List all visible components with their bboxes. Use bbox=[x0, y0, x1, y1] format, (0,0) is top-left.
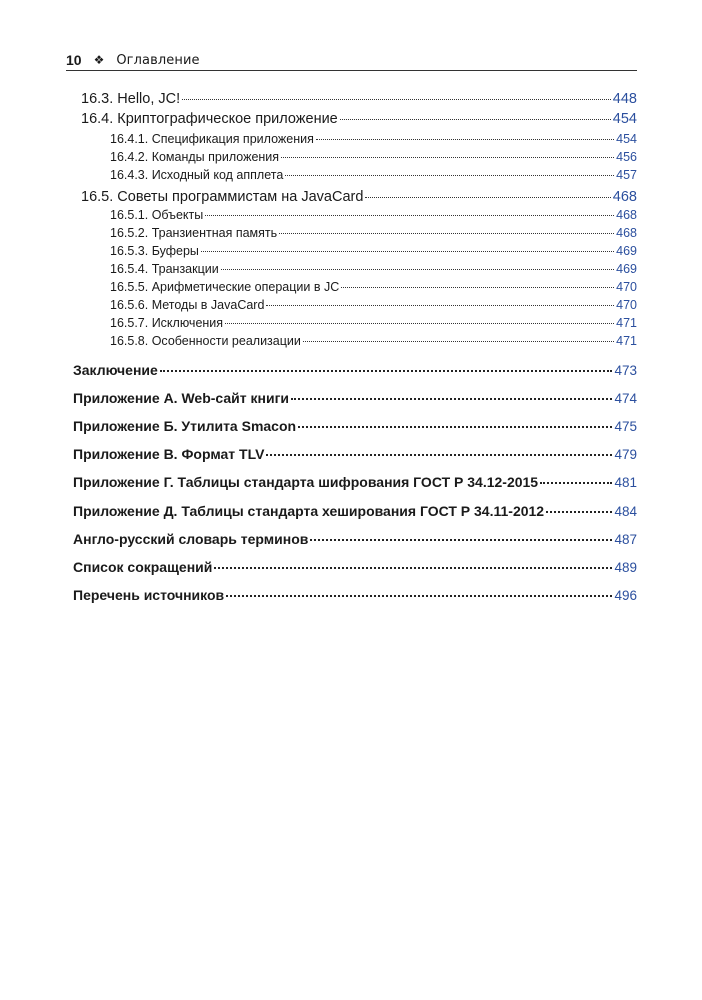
toc-entry-title: Приложение Б. Утилита Smacon bbox=[73, 418, 297, 434]
toc-entry-page: 470 bbox=[616, 280, 637, 294]
dot-leader bbox=[214, 566, 612, 569]
toc-entry-title: Приложение Д. Таблицы стандарта хеширования ГОСТ Р 34.11-2012 bbox=[73, 503, 545, 519]
toc-entry-page: 468 bbox=[616, 208, 637, 222]
toc-entry-title: 16.5.3. Буферы bbox=[110, 244, 199, 258]
toc-entry-title: 16.5.7. Исключения bbox=[110, 316, 224, 330]
toc-entry-title: Перечень источников bbox=[73, 587, 225, 603]
dot-leader bbox=[303, 340, 614, 342]
dot-leader bbox=[310, 538, 612, 541]
toc-entry[interactable] bbox=[110, 316, 637, 330]
dot-leader bbox=[316, 138, 614, 140]
toc-entry-page: 479 bbox=[614, 447, 637, 462]
toc-entry[interactable] bbox=[81, 111, 637, 127]
toc-entry[interactable] bbox=[73, 446, 637, 462]
dot-leader bbox=[160, 369, 613, 372]
dot-leader bbox=[291, 397, 612, 400]
toc-entry-page: 489 bbox=[614, 560, 637, 575]
toc-entry[interactable] bbox=[110, 244, 637, 258]
toc-entry[interactable] bbox=[110, 132, 637, 146]
dot-leader bbox=[225, 322, 614, 324]
dot-leader bbox=[226, 594, 612, 597]
toc-entry[interactable] bbox=[81, 189, 637, 205]
toc-entry-page: 473 bbox=[614, 363, 637, 378]
toc-entry-page: 474 bbox=[614, 391, 637, 406]
toc-entry-title: 16.3. Hello, JC! bbox=[81, 91, 181, 107]
toc-entry[interactable] bbox=[110, 168, 637, 182]
dot-leader bbox=[540, 481, 612, 484]
toc-entry[interactable] bbox=[110, 150, 637, 164]
diamond-ornament-icon: ❖ bbox=[93, 53, 105, 67]
toc-entry-title: 16.5.6. Методы в JavaCard bbox=[110, 298, 265, 312]
dot-leader bbox=[340, 118, 611, 120]
toc-entry-page: 468 bbox=[612, 189, 637, 205]
toc-entry-page: 471 bbox=[616, 334, 637, 348]
header-title: Оглавление bbox=[116, 52, 200, 68]
page-number: 10 bbox=[66, 52, 82, 68]
dot-leader bbox=[182, 98, 611, 100]
running-header bbox=[66, 50, 637, 71]
dot-leader bbox=[266, 304, 614, 306]
dot-leader bbox=[205, 214, 614, 216]
toc-entry-title: Список сокращений bbox=[73, 559, 213, 575]
toc-entry-page: 487 bbox=[614, 532, 637, 547]
dot-leader bbox=[266, 453, 612, 456]
toc-entry[interactable] bbox=[73, 531, 637, 547]
toc-entry-page: 469 bbox=[616, 244, 637, 258]
toc-entry-page: 457 bbox=[616, 168, 637, 182]
toc-entry[interactable] bbox=[73, 474, 637, 490]
dot-leader bbox=[546, 510, 612, 513]
toc-entry-page: 470 bbox=[616, 298, 637, 312]
toc-entry[interactable] bbox=[73, 390, 637, 406]
toc-entry[interactable] bbox=[73, 503, 637, 519]
toc-entry-title: Приложение В. Формат TLV bbox=[73, 446, 265, 462]
dot-leader bbox=[285, 174, 614, 176]
dot-leader bbox=[201, 250, 614, 252]
toc-entry-title: 16.5.5. Арифметические операции в JC bbox=[110, 280, 340, 294]
toc-entry[interactable] bbox=[110, 208, 637, 222]
toc-entry-title: Заключение bbox=[73, 362, 158, 378]
dot-leader bbox=[341, 286, 614, 288]
toc-entry-title: 16.4.3. Исходный код апплета bbox=[110, 168, 284, 182]
toc-entry-page: 475 bbox=[614, 419, 637, 434]
toc-entry-page: 471 bbox=[616, 316, 637, 330]
toc-entry[interactable] bbox=[110, 298, 637, 312]
toc-entry-page: 484 bbox=[614, 504, 637, 519]
toc-entry-page: 456 bbox=[616, 150, 637, 164]
dot-leader bbox=[221, 268, 614, 270]
toc-entry[interactable] bbox=[110, 280, 637, 294]
toc-entry-title: 16.4.1. Спецификация приложения bbox=[110, 132, 314, 146]
toc-entry-title: Англо-русский словарь терминов bbox=[73, 531, 309, 547]
toc-entry-page: 496 bbox=[614, 588, 637, 603]
toc-entry-page: 448 bbox=[612, 91, 637, 107]
toc-entry-page: 468 bbox=[616, 226, 637, 240]
toc-entry-title: 16.5.2. Транзиентная память bbox=[110, 226, 278, 240]
toc-entry[interactable] bbox=[73, 362, 637, 378]
toc-entry[interactable] bbox=[73, 418, 637, 434]
toc-entry-title: Приложение Г. Таблицы стандарта шифрования ГОСТ Р 34.12-2015 bbox=[73, 474, 539, 490]
toc-entry[interactable] bbox=[110, 334, 637, 348]
dot-leader bbox=[298, 425, 612, 428]
toc-entry-title: 16.5. Советы программистам на JavaCard bbox=[81, 189, 364, 205]
toc-entry[interactable] bbox=[110, 226, 637, 240]
toc-entry-title: Приложение А. Web-сайт книги bbox=[73, 390, 290, 406]
dot-leader bbox=[365, 196, 610, 198]
toc-entry[interactable] bbox=[81, 91, 637, 107]
toc-entry-title: 16.4. Криптографическое приложение bbox=[81, 111, 338, 127]
toc-entry-page: 454 bbox=[612, 111, 637, 127]
toc-entry-page: 454 bbox=[616, 132, 637, 146]
toc-entry[interactable] bbox=[73, 587, 637, 603]
toc-entry-page: 481 bbox=[614, 475, 637, 490]
toc-entry-page: 469 bbox=[616, 262, 637, 276]
toc-entry[interactable] bbox=[73, 559, 637, 575]
toc-entry-title: 16.5.1. Объекты bbox=[110, 208, 204, 222]
dot-leader bbox=[281, 156, 614, 158]
toc-entry-title: 16.4.2. Команды приложения bbox=[110, 150, 280, 164]
toc-entry-title: 16.5.4. Транзакции bbox=[110, 262, 219, 276]
toc-entry[interactable] bbox=[110, 262, 637, 276]
toc-entry-title: 16.5.8. Особенности реализации bbox=[110, 334, 301, 348]
dot-leader bbox=[279, 232, 614, 234]
